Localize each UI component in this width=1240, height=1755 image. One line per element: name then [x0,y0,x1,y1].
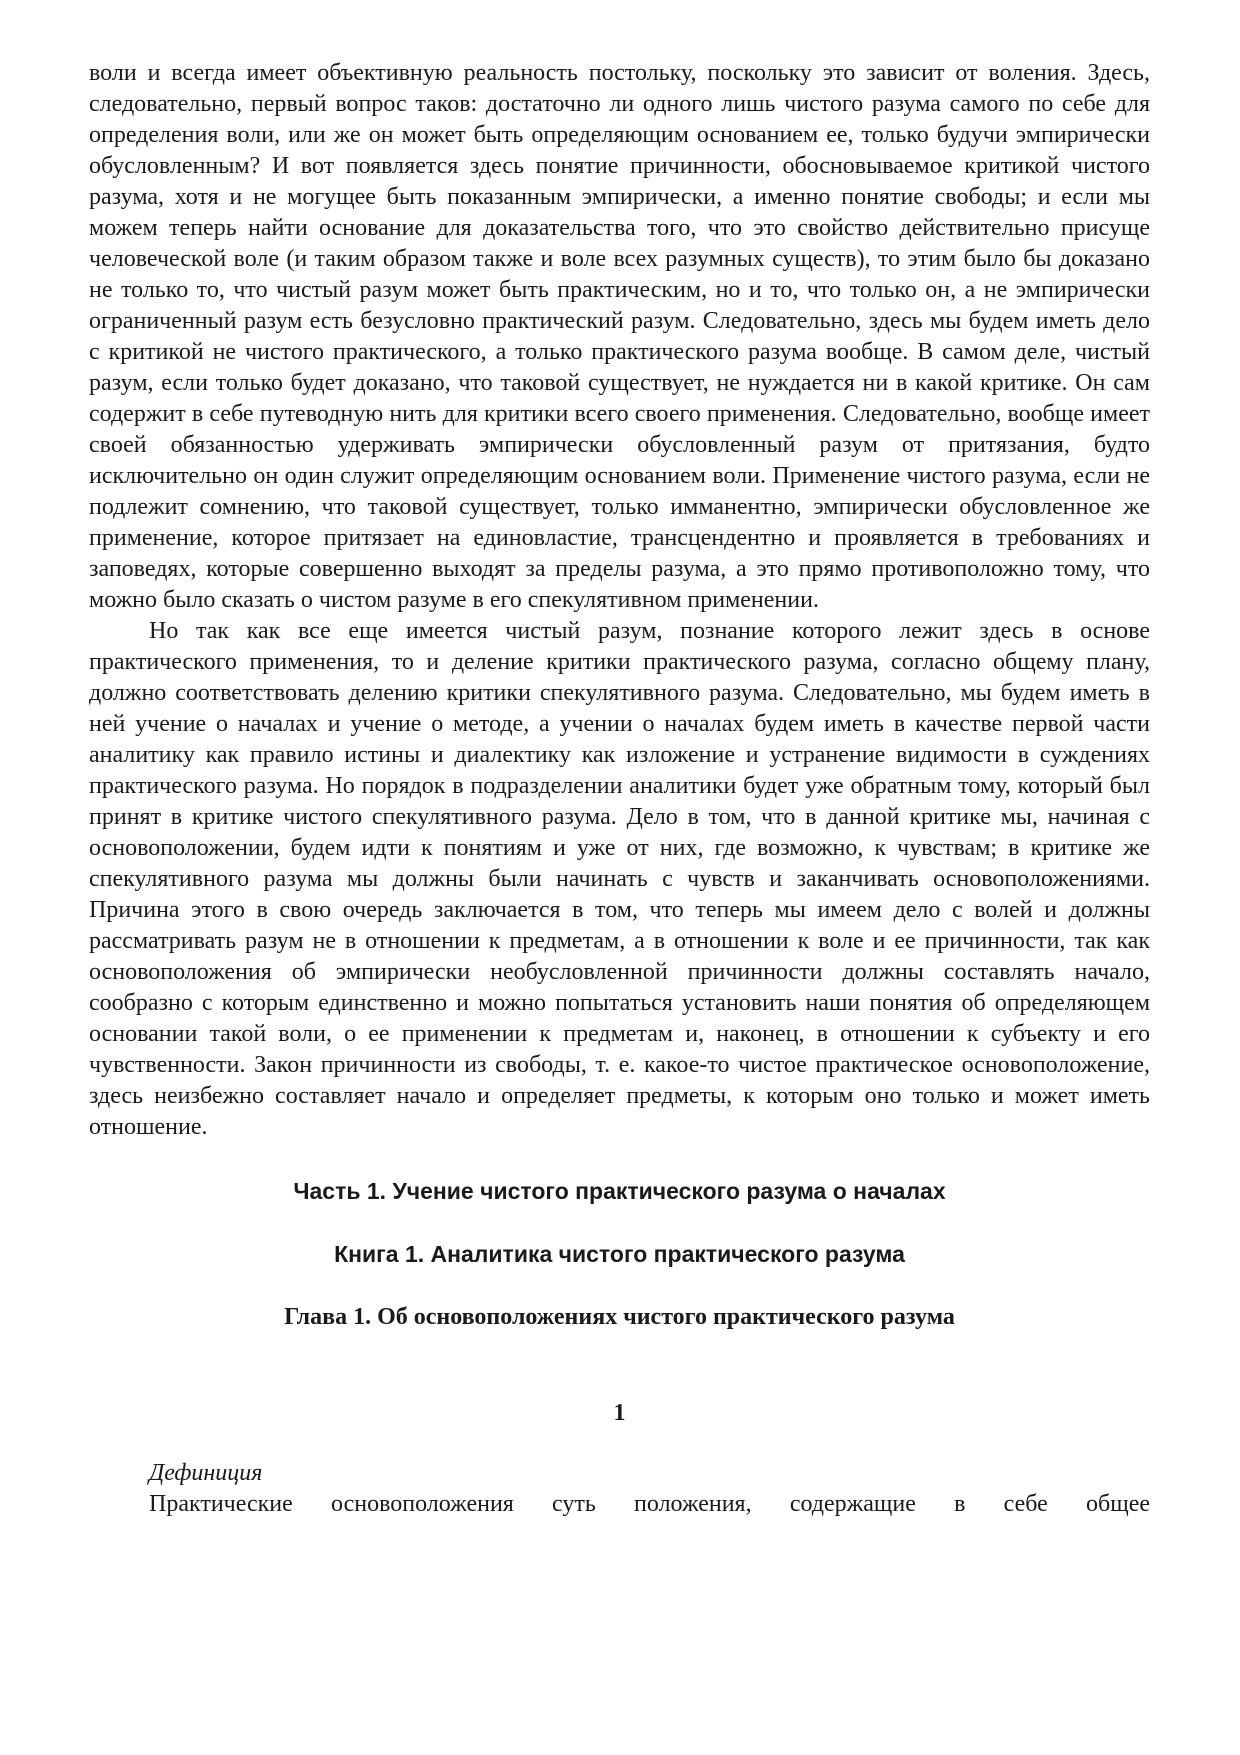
section-number: 1 [613,1400,626,1426]
part-title: Часть 1. Учение чистого практического разума о началах [293,1178,946,1204]
book-title: Книга 1. Аналитика чистого практического разума [334,1241,905,1267]
definition-text: Практические основоположения суть положения, содержащие в себе общее [149,1491,1150,1517]
chapter-title: Глава 1. Об основоположениях чистого практического разума [284,1304,955,1330]
body-paragraph-2: Но так как все еще имеется чистый разум, познание которого лежит здесь в основе практического применения, то и деление критики практического разума, согласно общему плану, должно соответствовать делению критики спекулятивного разума. Следовательно, мы будем иметь в ней учение о началах и учение о методе, а учении о началах будем иметь в качестве первой части аналитику как правило истины и диалектику как изложение и устранение видимости в суждениях практического разума. Но порядок в подразделении аналитики будет уже обратным тому, который был принят в критике чистого спекулятивного разума. Дело в том, что в данной критике мы, начиная с основоположении, будем идти к понятиям и уже от них, где возможно, к чувствам; в критике же спекулятивного разума мы должны были начинать с чувств и заканчивать основоположениями. Причина этого в свою очередь заключается в том, что теперь мы имеем дело с волей и должны рассматривать разум не в отношении к предметам, а в отношении к воле и ее причинности, так как основоположения об эмпирически необусловленной причинности должны составлять начало, сообразно с которым единственно и можно попытаться установить наши понятия об определяющем основании такой воли, о ее применении к предметам и, наконец, в отношении к субъекту и его чувственности. Закон причинности из свободы, т. е. какое-то чистое практическое основоположение, здесь неизбежно составляет начало и определяет предметы, к которым оно только и может иметь отношение. [89,618,1150,1140]
body-paragraph-1: воли и всегда имеет объективную реальность постольку, поскольку это зависит от воления. Здесь, следовательно, первый вопрос таков: достаточно ли одного лишь чистого разума самого по себе для определения воли, или же он может быть определяющим основанием ее, только будучи эмпирически обусловленным? И вот появляется здесь понятие причинности, обосновываемое критикой чистого разума, хотя и не могущее быть показанным эмпирически, а именно понятие свободы; и если мы можем теперь найти основание для доказательства того, что это свойство действительно присуще человеческой воле (и таким образом также и воле всех разумных существ), то этим было бы доказано не только то, что чистый разум может быть практическим, но и то, что только он, а не эмпирически ограниченный разум есть безусловно практический разум. Следовательно, здесь мы будем иметь дело с критикой не чистого практического, а только практического разума вообще. В самом деле, чистый разум, если только будет доказано, что таковой существует, не нуждается ни в какой критике. Он сам содержит в себе путеводную нить для критики всего своего применения. Следовательно, вообще имеет своей обязанностью удерживать эмпирически обусловленный разум от притязания, будто исключительно он один служит определяющим основанием воли. Применение чистого разума, если не подлежит сомнению, что таковой существует, только имманентно, эмпирически обусловленное же применение, которое притязает на единовластие, трансцендентно и проявляется в требованиях и заповедях, которые совершенно выходят за пределы разума, а это прямо противоположно тому, что можно было сказать о чистом разуме в его спекулятивном применении. [89,60,1150,613]
document-page [89,58,1150,1520]
definition-label: Дефиниция [149,1460,263,1486]
